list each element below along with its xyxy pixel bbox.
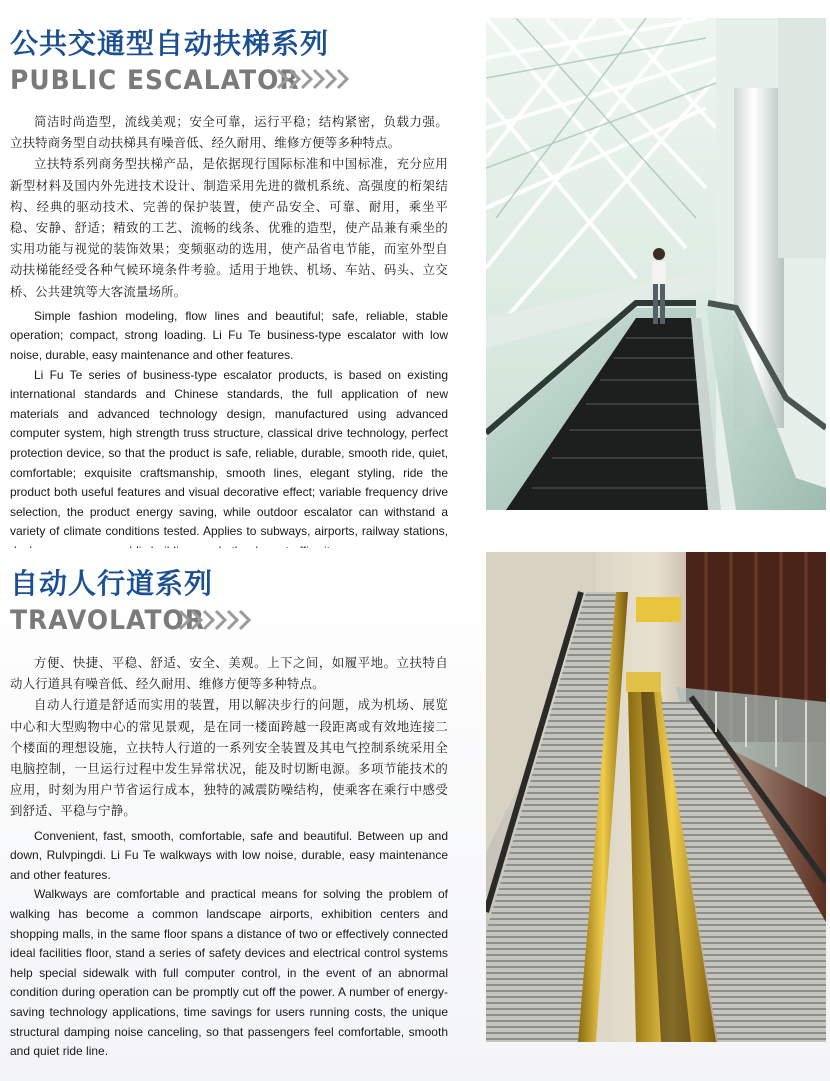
- escalator-paragraph-cn-2: 立扶特系列商务型扶梯产品，是依据现行国际标准和中国标准，充分应用新型材料及国内外先进技术设计、制造采用先进的微机系统、高强度的桁架结构、经典的驱动技术、完善的保护装置，使产品安全、可靠、耐用，乘坐平稳、安静、舒适；精致的工艺、流畅的线条、优雅的造型，使产品兼有乘坐的实用功能与视觉的装饰效果；变频驱动的选用，使产品省电节能，而室外型自动扶梯能经受各种气候环境条件考验。适用于地铁、机场、车站、码头、立交桥、公共建筑等大客流量场所。: [10, 156, 448, 299]
- escalator-description: [10, 111, 448, 562]
- travolator-photo: [486, 552, 826, 1042]
- escalator-title-en: PUBLIC ESCALATOR: [10, 64, 300, 96]
- escalator-paragraph-cn-1: 简洁时尚造型，流线美观；安全可靠，运行平稳；结构紧密，负载力强。立扶特商务型自动扶梯具有噪音低、经久耐用、维修方便等多种特点。: [10, 114, 448, 151]
- travolator-paragraph-en-1: Convenient, fast, smooth, comfortable, safe and beautiful. Between up and down, Rulvpingdi. Li Fu Te walkways with low noise, durable, easy maintenance and other features.: [10, 828, 448, 882]
- travolator-paragraph-cn-2: 自动人行道是舒适而实用的装置，用以解决步行的问题，成为机场、展览中心和大型购物中心的常见景观，是在同一楼面跨越一段距离或有效地连接二个楼面的理想设施，立扶特人行道的一系列安全装置及其电气控制系统采用全电脑控制，一旦运行过程中发生异常状况，能及时切断电源。多项节能技术的应用，时刻为用户节省运行成本，独特的减震防噪结构，使乘客在乘行中感受到舒适、平稳与宁静。: [10, 697, 448, 819]
- travolator-description: [10, 652, 448, 1062]
- escalator-paragraph-en-1: Simple fashion modeling, flow lines and beautiful; safe, reliable, stable operation; compact, strong loading. Li Fu Te business-type escalator with low noise, durable, easy maintenance and other features.: [10, 308, 448, 363]
- travolator-title-cn: 自动人行道系列: [10, 567, 214, 600]
- travolator-title-en: TRAVOLATOR: [10, 604, 206, 636]
- escalator-paragraph-en-2: Li Fu Te series of business-type escalator products, is based on existing international standards and Chinese standards, the full application of new materials and advanced technology design, manufactured using advanced computer system, high strength truss structure, classical drive technology, perfect protection device, so that the product is safe, reliable, durable, smooth ride, quiet, comfortable; exquisite craftsmanship, smooth lines, elegant styling, ride the product both useful features and visual decorative effect; variable frequency drive selection, the product energy saving, while outdoor escalator can withstand a variety of climate conditions tested. Applies to subways, airports, railway stations,: [10, 367, 448, 539]
- escalator-title-cn: 公共交通型自动扶梯系列: [10, 27, 330, 60]
- chevron-arrows-icon: [178, 609, 256, 636]
- escalator-photo: [486, 18, 826, 510]
- chevron-arrows-icon: [276, 68, 354, 95]
- travolator-paragraph-cn-1: 方便、快捷、平稳、舒适、安全、美观。上下之间，如履平地。立扶特自动人行道具有噪音低、经久耐用、维修方便等多种特点。: [10, 655, 448, 692]
- travolator-paragraph-en-2: Walkways are comfortable and practical means for solving the problem of walking has become a common landscape airports, exhibition centers and shopping malls, in the same floor spans a distance of two or effectively connected ideal facilities floor, stand a series of safety devices and electrical control systems help special sidewalk with full computer control, in the event of an abnormal condition during operation can be promptly cut off the power. A number of energy-saving technology applications, time savings for users running costs, the unique structural damping noise canceling, so that passengers feel comfortable, smooth and quiet ride line.: [10, 887, 448, 1059]
